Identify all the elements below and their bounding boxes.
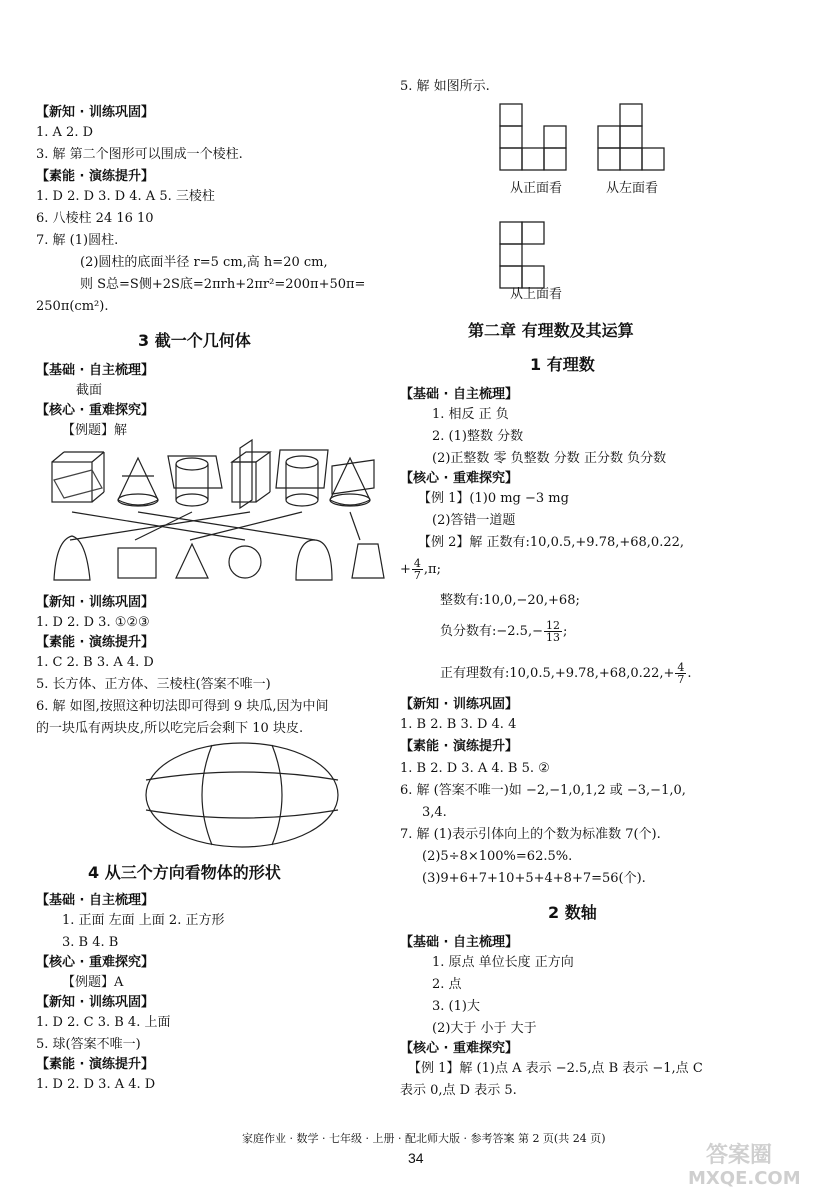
answer-line: 1. B 2. D 3. A 4. B 5. ②: [400, 761, 550, 776]
answer-line: 7. 解 (1)表示引体向上的个数为标准数 7(个).: [400, 827, 661, 842]
answer-line-fraction: [440, 662, 692, 685]
answer-line: 1. C 2. B 3. A 4. D: [36, 655, 154, 670]
answer-line: 2. (1)整数 分数: [432, 429, 524, 444]
answer-line: 5. 球(答案不唯一): [36, 1037, 141, 1052]
section-header: 【核心 · 重难探究】: [400, 471, 518, 486]
answer-line: 3. B 4. B: [62, 935, 119, 950]
page-number: 34: [408, 1150, 424, 1166]
answer-line: 表示 0,点 D 表示 5.: [400, 1083, 517, 1098]
section-header: 【基础 · 自主梳理】: [400, 935, 518, 950]
section-title: 1 有理数: [530, 355, 595, 374]
answer-line: 的一块瓜有两块皮,所以吃完后会剩下 10 块皮.: [36, 721, 304, 736]
numerator: 12: [545, 619, 560, 632]
text: ,π;: [423, 562, 441, 577]
section-header: 【新知 · 训练巩固】: [36, 595, 154, 610]
cut-solids-figure: [40, 440, 385, 580]
answer-line: 1. D 2. D 3. D 4. A 5. 三棱柱: [36, 189, 215, 204]
answer-line: 3. 解 第二个图形可以围成一个棱柱.: [36, 147, 243, 162]
section-header: 【素能 · 演练提升】: [36, 1057, 154, 1072]
answer-line: 【例题】A: [62, 975, 124, 990]
answer-line: 7. 解 (1)圆柱.: [36, 233, 119, 248]
answer-line: 250π(cm²).: [36, 299, 109, 314]
answer-line: 整数有:10,0,−20,+68;: [440, 593, 580, 608]
text: 正有理数有:10,0.5,+9.78,+68,0.22,+: [440, 666, 675, 681]
answer-line: 1. D 2. D 3. A 4. D: [36, 1077, 156, 1092]
melon-cut-figure: [142, 740, 342, 850]
answer-line: (2)答错一道题: [432, 513, 516, 528]
section-header: 【新知 · 训练巩固】: [400, 697, 518, 712]
answer-line-fraction: [400, 558, 441, 581]
answer-line: 1. A 2. D: [36, 125, 94, 140]
answer-line: 【例 2】解 正数有:10,0.5,+9.78,+68,0.22,: [418, 535, 685, 550]
numerator: 4: [677, 661, 685, 674]
answer-line: 【例题】解: [62, 423, 128, 438]
watermark-url: MXQE.COM: [688, 1168, 801, 1189]
fraction: [544, 620, 562, 643]
section-header: 【核心 · 重难探究】: [400, 1041, 518, 1056]
denominator: 7: [677, 673, 685, 686]
answer-line: 1. D 2. C 3. B 4. 上面: [36, 1015, 171, 1030]
answer-line: 1. B 2. B 3. D 4. 4: [400, 717, 517, 732]
text: .: [687, 666, 692, 681]
answer-line: 3. (1)大: [432, 999, 480, 1014]
answer-line: 6. 解 (答案不唯一)如 −2,−1,0,1,2 或 −3,−1,0,: [400, 783, 686, 798]
section-header: 【新知 · 训练巩固】: [36, 995, 154, 1010]
answer-line: 5. 解 如图所示.: [400, 79, 490, 94]
answer-line: 6. 解 如图,按照这种切法即可得到 9 块瓜,因为中间: [36, 699, 329, 714]
answer-line: 1. 相反 正 负: [432, 407, 509, 422]
section-header: 【基础 · 自主梳理】: [36, 893, 154, 908]
answer-line: (2)大于 小于 大于: [432, 1021, 537, 1036]
section-header: 【核心 · 重难探究】: [36, 955, 154, 970]
section-header: 【素能 · 演练提升】: [400, 739, 518, 754]
answer-line: 截面: [76, 383, 103, 398]
answer-line: 1. 原点 单位长度 正方向: [432, 955, 574, 970]
answer-line: 5. 长方体、正方体、三棱柱(答案不唯一): [36, 677, 271, 692]
view-label: 从正面看: [510, 181, 563, 196]
fraction: [412, 558, 423, 581]
section-header: 【素能 · 演练提升】: [36, 169, 154, 184]
page-footer: 家庭作业 · 数学 · 七年级 · 上册 · 配北师大版 · 参考答案 第 2 页(共 24 页): [242, 1132, 606, 1145]
section-title: 2 数轴: [548, 903, 597, 922]
answer-line: 1. D 2. D 3. ①②③: [36, 615, 150, 630]
numerator: 4: [413, 557, 421, 570]
section-title: 3 截一个几何体: [138, 331, 251, 350]
section-header: 【基础 · 自主梳理】: [400, 387, 518, 402]
answer-line: 3,4.: [422, 805, 447, 820]
watermark-logo: 答案圈: [706, 1143, 773, 1168]
fraction: [675, 662, 686, 685]
section-header: 【基础 · 自主梳理】: [36, 363, 154, 378]
answer-line: 2. 点: [432, 977, 462, 992]
section-title: 4 从三个方向看物体的形状: [88, 863, 281, 882]
section-header: 【素能 · 演练提升】: [36, 635, 154, 650]
answer-line: 则 S总=S侧+2S底=2πrh+2πr²=200π+50π=: [80, 277, 366, 292]
answer-line: (2)圆柱的底面半径 r=5 cm,高 h=20 cm,: [80, 255, 328, 270]
chapter-title: 第二章 有理数及其运算: [468, 321, 634, 340]
answer-line: (2)5÷8×100%=62.5%.: [422, 849, 573, 864]
section-header: 【核心 · 重难探究】: [36, 403, 154, 418]
text: ;: [562, 624, 568, 639]
answer-line: (3)9+6+7+10+5+4+8+7=56(个).: [422, 871, 646, 886]
denominator: 7: [413, 569, 421, 582]
answer-line: (2)正整数 零 负整数 分数 正分数 负分数: [432, 451, 667, 466]
view-label: 从上面看: [510, 287, 563, 302]
answer-line: 6. 八棱柱 24 16 10: [36, 211, 154, 226]
answer-line: 【例 1】解 (1)点 A 表示 −2.5,点 B 表示 −1,点 C: [408, 1061, 703, 1076]
answer-line: 1. 正面 左面 上面 2. 正方形: [62, 913, 225, 928]
answer-line-fraction: [440, 620, 567, 643]
view-label: 从左面看: [606, 181, 659, 196]
section-header: 【新知 · 训练巩固】: [36, 105, 154, 120]
text: +: [400, 562, 411, 577]
text: 负分数有:−2.5,−: [440, 624, 543, 639]
answer-line: 【例 1】(1)0 mg −3 mg: [418, 491, 569, 506]
denominator: 13: [545, 631, 560, 644]
